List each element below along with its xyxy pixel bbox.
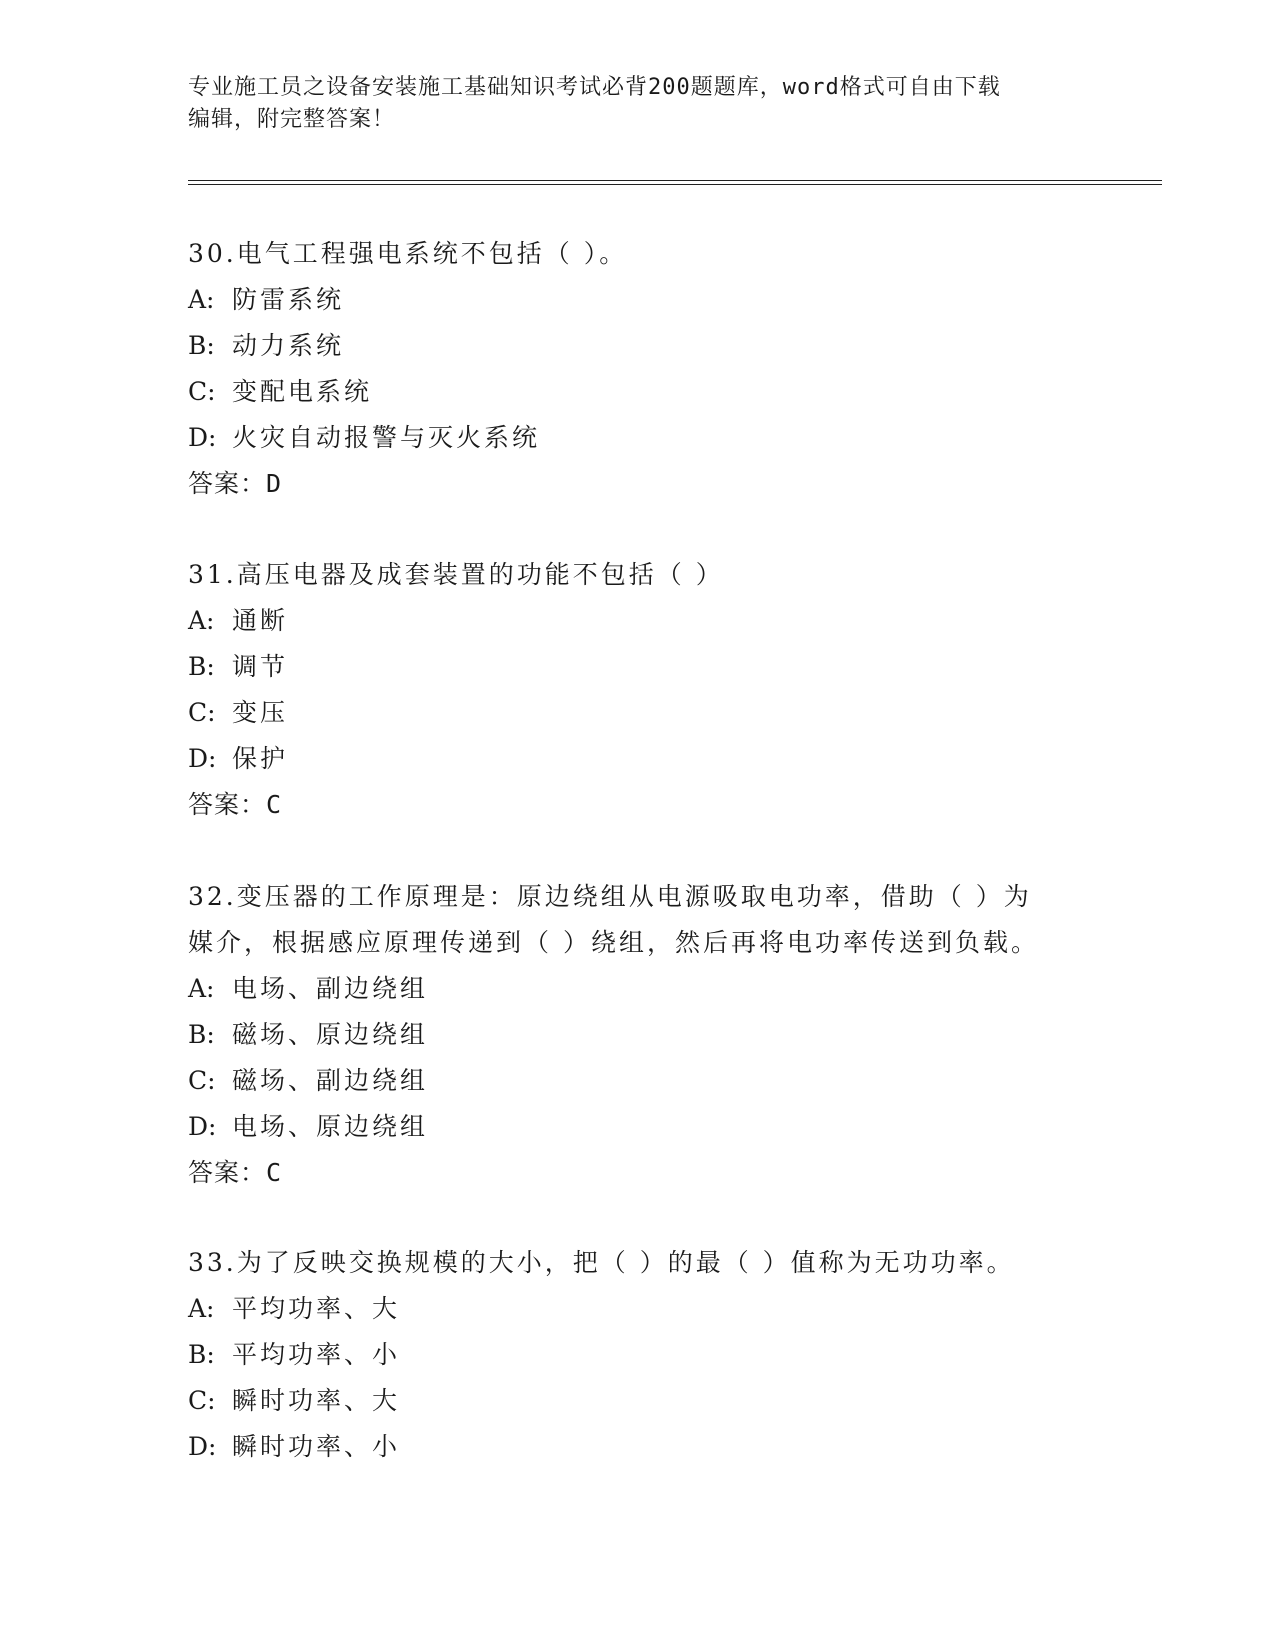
answer: 答案：D <box>188 469 283 498</box>
option-b: B: 磁场、原边绕组 <box>188 1020 429 1049</box>
option-a: A: 平均功率、大 <box>188 1294 401 1323</box>
option-c: C: 变配电系统 <box>188 377 373 406</box>
option-d: D: 保护 <box>188 744 289 773</box>
header-line-1: 专业施工员之设备安装施工基础知识考试必背200题题库，word格式可自由下载 <box>188 75 1001 100</box>
question-30 <box>188 231 1088 507</box>
header-line-2: 编辑，附完整答案！ <box>188 107 396 132</box>
option-a: A: 通断 <box>188 606 289 635</box>
question-32 <box>188 874 1088 1196</box>
option-d: D: 火灾自动报警与灭火系统 <box>188 423 541 452</box>
document-header <box>188 72 1088 136</box>
question-31 <box>188 552 1088 828</box>
option-a: A: 防雷系统 <box>188 285 345 314</box>
answer: 答案：C <box>188 790 283 819</box>
question-title: 30.电气工程强电系统不包括（ ）。 <box>188 239 628 268</box>
option-c: C: 变压 <box>188 698 289 727</box>
option-a: A: 电场、副边绕组 <box>188 974 429 1003</box>
option-d: D: 电场、原边绕组 <box>188 1112 429 1141</box>
header-divider-top <box>188 180 1162 181</box>
option-b: B: 调节 <box>188 652 289 681</box>
question-title-line-1: 32.变压器的工作原理是：原边绕组从电源吸取电功率，借助（ ）为 <box>188 882 1032 911</box>
question-33 <box>188 1240 1088 1470</box>
header-divider-bottom <box>188 184 1162 185</box>
option-c: C: 磁场、副边绕组 <box>188 1066 429 1095</box>
option-c: C: 瞬时功率、大 <box>188 1386 401 1415</box>
option-b: B: 平均功率、小 <box>188 1340 401 1369</box>
question-title: 31.高压电器及成套装置的功能不包括（ ） <box>188 560 724 589</box>
question-title-line-2: 媒介，根据感应原理传递到（ ）绕组，然后再将电功率传送到负载。 <box>188 928 1039 957</box>
option-d: D: 瞬时功率、小 <box>188 1432 401 1461</box>
question-title: 33.为了反映交换规模的大小，把（ ）的最（ ）值称为无功功率。 <box>188 1248 1015 1277</box>
option-b: B: 动力系统 <box>188 331 345 360</box>
answer: 答案：C <box>188 1158 283 1187</box>
